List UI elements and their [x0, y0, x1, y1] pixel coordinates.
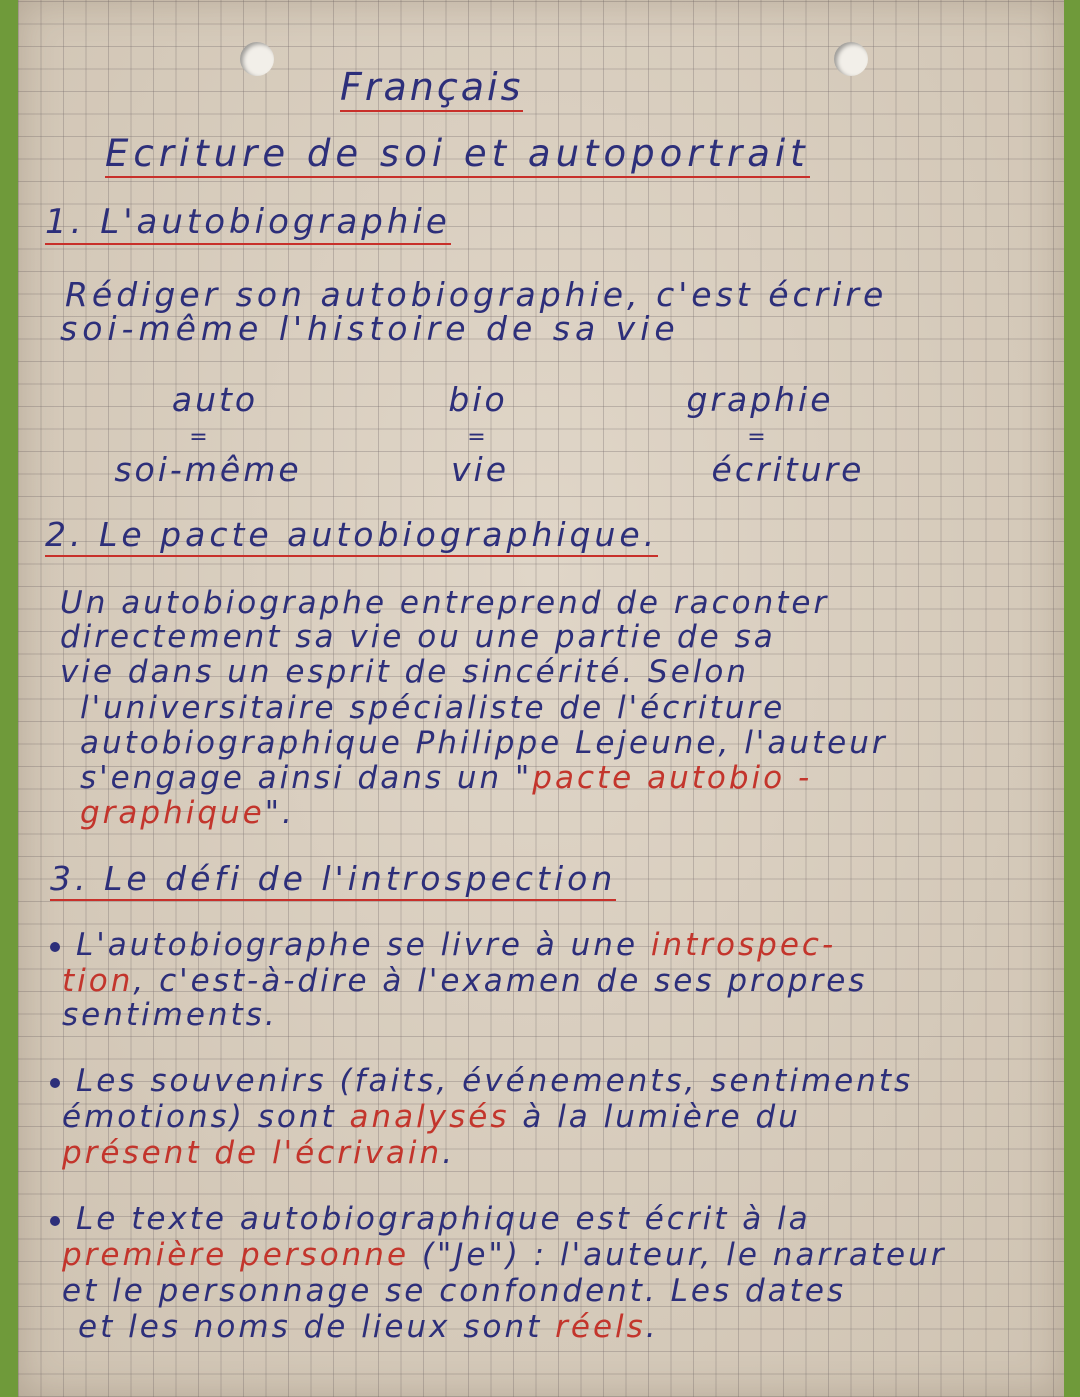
etymology-equals: = [189, 425, 211, 450]
text-line [78, 1309, 659, 1345]
text-line [62, 1273, 847, 1309]
page-subtitle: Ecriture de soi et autoportrait [105, 135, 810, 178]
text-line [60, 619, 776, 655]
text-segment: Les souvenirs (faits, événements, sentiments [76, 1063, 914, 1099]
text-segment: s'engage ainsi dans un " [80, 760, 533, 796]
text-segment: directement sa vie ou une partie de sa [60, 619, 776, 655]
text-segment: l'universitaire spécialiste de l'écriture [80, 690, 786, 726]
page-title: Français [340, 68, 523, 112]
etymology-meaning: soi-même [114, 450, 302, 489]
text-line [50, 1063, 914, 1099]
text-segment: et le personnage se confondent. Les dates [62, 1273, 847, 1309]
etymology-meaning: écriture [711, 450, 865, 489]
highlighted-text: pacte autobio - [532, 760, 813, 796]
etymology-word: bio [448, 380, 508, 419]
etymology-equals: = [467, 425, 489, 450]
bullet-icon [50, 1216, 60, 1226]
punch-hole [834, 42, 868, 76]
text-segment: sentiments. [62, 997, 278, 1033]
text-line [80, 725, 888, 761]
text-line [60, 585, 830, 621]
section-heading: 2. Le pacte autobiographique. [45, 518, 658, 557]
bullet-icon [50, 1078, 60, 1088]
text-line [62, 1237, 947, 1273]
text-segment: autobiographique Philippe Lejeune, l'auteur [80, 725, 888, 761]
text-segment: ". [264, 795, 295, 831]
etymology-word: auto [171, 380, 259, 419]
etymology-word: graphie [686, 380, 834, 419]
text-segment: et les noms de lieux sont [78, 1309, 556, 1345]
text-line [80, 795, 295, 831]
text-segment: Le texte autobiographique est écrit à la [76, 1201, 811, 1237]
text-segment: ("Je") : l'auteur, le narrateur [409, 1237, 947, 1273]
highlighted-text: tion [62, 963, 134, 999]
text-segment: vie dans un esprit de sincérité. Selon [60, 654, 750, 690]
text-line [50, 927, 837, 963]
highlighted-text: graphique [80, 795, 265, 831]
text-segment: L'autobiographe se livre à une [76, 927, 651, 963]
text-segment: . [645, 1309, 659, 1345]
text-line: Rédiger son autobiographie, c'est écrire [65, 275, 888, 314]
etymology-equals: = [747, 425, 769, 450]
text-line: soi-même l'histoire de sa vie [60, 309, 680, 348]
highlighted-text: analysés [349, 1099, 510, 1135]
text-line [60, 654, 750, 690]
section-heading: 1. L'autobiographie [45, 205, 451, 245]
text-segment: , c'est-à-dire à l'examen de ses propres [133, 963, 868, 999]
highlighted-text: introspec- [650, 927, 837, 963]
highlighted-text: première personne [62, 1237, 410, 1273]
text-line [50, 1201, 811, 1237]
text-line [80, 690, 786, 726]
highlighted-text: présent de l'écrivain [62, 1135, 443, 1171]
highlighted-text: réels [555, 1309, 646, 1345]
text-segment: à la lumière du [509, 1099, 801, 1135]
bullet-icon [50, 942, 60, 952]
text-segment: Un autobiographe entreprend de raconter [60, 585, 830, 621]
section-heading: 3. Le défi de l'introspection [50, 862, 616, 901]
text-line [62, 963, 868, 999]
text-segment: . [442, 1135, 456, 1171]
text-line [62, 1135, 456, 1171]
text-line [62, 997, 278, 1033]
text-line [62, 1099, 801, 1135]
punch-hole [240, 42, 274, 76]
text-segment: émotions) sont [62, 1099, 350, 1135]
etymology-meaning: vie [450, 450, 510, 489]
text-line [80, 760, 813, 796]
